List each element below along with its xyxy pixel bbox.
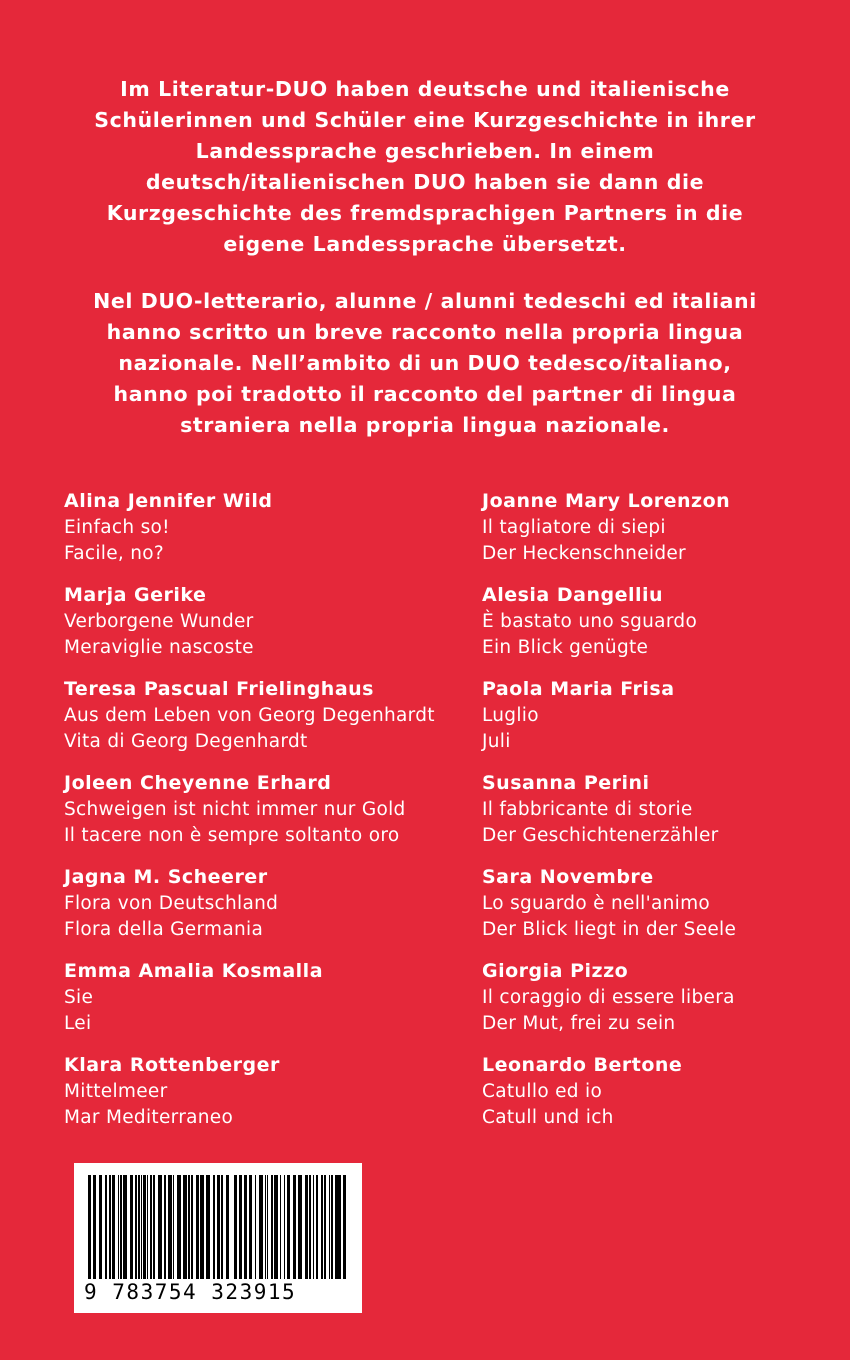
story-entry — [64, 488, 435, 582]
story-title: Catullo ed io — [482, 1081, 603, 1102]
story-title-translation: Mar Mediterraneo — [64, 1107, 234, 1128]
barcode-bar — [280, 1175, 281, 1279]
barcode-bar — [271, 1175, 273, 1279]
story-title: Sie — [64, 987, 94, 1008]
barcode-bar — [293, 1175, 296, 1279]
barcode-bar — [267, 1175, 268, 1279]
story-title-translation: Der Geschichtenerzähler — [482, 825, 719, 846]
barcode-bar — [343, 1175, 346, 1279]
barcode-bar — [153, 1175, 155, 1279]
barcode-bar — [309, 1175, 311, 1279]
story-title-translation: Lei — [64, 1013, 92, 1034]
story-title: Flora von Deutschland — [64, 893, 279, 914]
author-name: Marja Gerike — [64, 584, 207, 606]
story-title-translation: Der Heckenschneider — [482, 543, 686, 564]
story-title: Il fabbricante di storie — [482, 799, 693, 820]
story-title: Einfach so! — [64, 517, 170, 538]
barcode-bar — [118, 1175, 119, 1279]
barcode-bar — [213, 1175, 215, 1279]
intro-italian: Nel DUO-letterario, alunne / alunni tedeschi ed italiani hanno scritto un breve racconto nella propria lingua nazionale. Nell’ambito di un DUO tedesco/italiano, hanno poi tradotto il racconto del partner di lingua straniera nella propria lingua nazionale. — [93, 289, 757, 437]
author-name: Alesia Dangelliu — [482, 584, 664, 606]
barcode-bar — [221, 1175, 223, 1279]
author-name: Jagna M. Scheerer — [64, 866, 268, 888]
barcode-bar — [321, 1175, 323, 1279]
story-title-translation: Vita di Georg Degenhardt — [64, 731, 308, 752]
story-title-translation: Meraviglie nascoste — [64, 637, 254, 658]
intro-german: Im Literatur-DUO haben deutsche und italienische Schülerinnen und Schüler eine Kurzgeschichte in ihrer Landessprache geschrieben. In einem deutsch/italienischen DUO haben sie dann die Kurzgeschichte des fremdsprachigen Partners in die eigene Landessprache übersetzt. — [94, 77, 756, 256]
barcode-bar — [183, 1175, 187, 1279]
story-title: Schweigen ist nicht immer nur Gold — [64, 799, 406, 820]
story-entry — [482, 676, 736, 770]
barcode-bar — [259, 1175, 263, 1279]
barcode-bar — [284, 1175, 285, 1279]
story-title-translation: Facile, no? — [64, 543, 165, 564]
barcode-bar — [287, 1175, 290, 1279]
barcode-bar — [143, 1175, 146, 1279]
barcode-bar — [99, 1175, 102, 1279]
author-name: Alina Jennifer Wild — [64, 490, 273, 512]
barcode-bar — [265, 1175, 266, 1279]
barcode-bar — [109, 1175, 111, 1279]
story-entry — [482, 958, 736, 1052]
barcode-bar — [239, 1175, 242, 1279]
barcode-bar — [338, 1175, 341, 1279]
barcode-bar — [196, 1175, 199, 1279]
barcode-bar — [217, 1175, 220, 1279]
author-name: Klara Rottenberger — [64, 1054, 280, 1076]
barcode-bar — [93, 1175, 96, 1279]
story-title-translation: Flora della Germania — [64, 919, 264, 940]
barcode-bar — [164, 1175, 166, 1279]
barcode-bar — [88, 1175, 91, 1279]
barcode-bar — [173, 1175, 174, 1279]
right-column — [482, 488, 736, 1146]
barcode-bar — [177, 1175, 181, 1279]
story-entry — [64, 676, 435, 770]
barcode-bar — [123, 1175, 127, 1279]
barcode-bar — [200, 1175, 204, 1279]
author-name: Teresa Pascual Frielinghaus — [64, 678, 374, 700]
left-column — [64, 488, 435, 1146]
author-name: Paola Maria Frisa — [482, 678, 675, 700]
barcode-bar — [147, 1175, 148, 1279]
story-entry — [482, 582, 736, 676]
barcode-bar — [305, 1175, 308, 1279]
author-name: Susanna Perini — [482, 772, 650, 794]
author-name: Joanne Mary Lorenzon — [482, 490, 731, 512]
story-entry — [482, 488, 736, 582]
story-title-translation: Juli — [482, 731, 511, 752]
story-title: Verborgene Wunder — [64, 611, 254, 632]
barcode-bar — [234, 1175, 237, 1279]
barcode-bar — [135, 1175, 137, 1279]
story-title: È bastato uno sguardo — [482, 611, 698, 632]
barcode-bar — [329, 1175, 330, 1279]
barcode-bar — [150, 1175, 152, 1279]
barcode-bar — [316, 1175, 318, 1279]
barcode-bar — [105, 1175, 107, 1279]
barcode-bar — [324, 1175, 326, 1279]
barcode-bar — [249, 1175, 252, 1279]
barcode — [74, 1163, 362, 1313]
story-entry — [482, 1052, 736, 1146]
story-entry — [64, 1052, 435, 1146]
barcode-bar — [191, 1175, 193, 1279]
barcode-bar — [168, 1175, 172, 1279]
story-entry — [64, 958, 435, 1052]
story-entry — [64, 582, 435, 676]
barcode-bar — [255, 1175, 256, 1279]
barcode-bar — [112, 1175, 115, 1279]
story-title-translation: Catull und ich — [482, 1107, 614, 1128]
author-name: Giorgia Pizzo — [482, 960, 629, 982]
barcode-bars — [86, 1175, 348, 1279]
author-name: Joleen Cheyenne Erhard — [64, 772, 332, 794]
story-title: Luglio — [482, 705, 539, 726]
story-title: Lo sguardo è nell'animo — [482, 893, 711, 914]
story-title-translation: Der Blick liegt in der Seele — [482, 919, 737, 940]
story-title: Aus dem Leben von Georg Degenhardt — [64, 705, 435, 726]
barcode-bar — [130, 1175, 133, 1279]
story-title-translation: Il tacere non è sempre soltanto oro — [64, 825, 400, 846]
barcode-bar — [226, 1175, 229, 1279]
author-name: Leonardo Bertone — [482, 1054, 683, 1076]
barcode-bar — [206, 1175, 210, 1279]
barcode-bar — [298, 1175, 302, 1279]
barcode-bar — [188, 1175, 190, 1279]
story-title-translation: Ein Blick genügte — [482, 637, 649, 658]
barcode-bar — [138, 1175, 140, 1279]
author-name: Sara Novembre — [482, 866, 654, 888]
story-entry — [64, 770, 435, 864]
isbn-number: 9 783754 323915 — [84, 1280, 297, 1304]
barcode-bar — [120, 1175, 122, 1279]
barcode-bar — [244, 1175, 247, 1279]
story-title: Mittelmeer — [64, 1081, 168, 1102]
barcode-bar — [335, 1175, 338, 1279]
barcode-bar — [141, 1175, 142, 1279]
barcode-bar — [274, 1175, 278, 1279]
author-name: Emma Amalia Kosmalla — [64, 960, 324, 982]
story-title-translation: Der Mut, frei zu sein — [482, 1013, 676, 1034]
story-title: Il tagliatore di siepi — [482, 517, 666, 538]
story-entry — [64, 864, 435, 958]
barcode-bar — [313, 1175, 314, 1279]
story-entry — [482, 770, 736, 864]
story-title: Il coraggio di essere libera — [482, 987, 735, 1008]
story-entry — [482, 864, 736, 958]
barcode-bar — [158, 1175, 162, 1279]
barcode-bar — [331, 1175, 333, 1279]
